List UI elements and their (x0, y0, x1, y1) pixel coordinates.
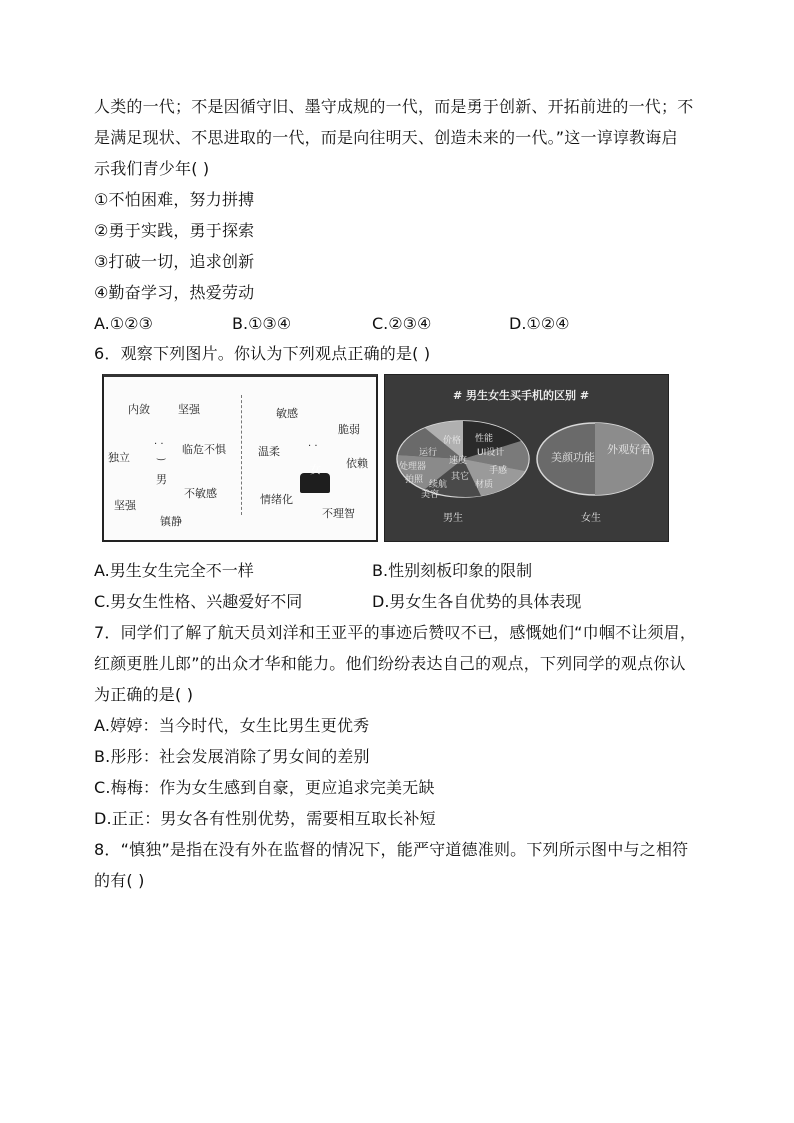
girl-face-icon: · · (308, 441, 318, 452)
boy-word: 坚强 (178, 403, 200, 416)
q6-stem: 6．观察下列图片。你认为下列观点正确的是( ) (94, 344, 431, 363)
boy-slice-label: 其它 (451, 472, 470, 482)
boy-slice-label: 美容 (421, 490, 440, 500)
q7-option-a[interactable]: A.婷婷：当今时代，女生比男生更优秀 (94, 716, 370, 735)
q5-stem-line-1: 人类的一代；不是因循守旧、墨守成规的一代，而是勇于创新、开拓前进的一代；不 (94, 97, 694, 116)
boy-slice-label: 材质 (475, 480, 494, 490)
boy-slice-label: 手感 (489, 466, 508, 476)
boy-word: 镇静 (160, 515, 182, 528)
q5-item-4: ④勤奋学习，热爱劳动 (94, 283, 255, 302)
q7-option-d[interactable]: D.正正：男女各有性别优势，需要相互取长补短 (94, 809, 436, 828)
figure-divider (241, 395, 242, 515)
q5-options (94, 313, 694, 335)
q5-stem-line-2: 是满足现状、不思进取的一代，而是向往明天、创造未来的一代。”这一谆谆教诲启 (94, 128, 678, 147)
girl-slice-label: 美颜功能 (551, 451, 595, 464)
q5-option-b[interactable]: B.①③④ (232, 314, 292, 333)
q6-options-row-2 (94, 591, 694, 613)
boy-slice-label: 价格 (443, 436, 462, 446)
boy-slice-label: 续航 (429, 480, 448, 490)
q5-stem-line-3: 示我们青少年( ) (94, 159, 210, 178)
q5-item-1: ①不怕困难，努力拼搏 (94, 190, 255, 209)
q7-option-b[interactable]: B.彤彤：社会发展消除了男女间的差别 (94, 747, 370, 766)
q5-item-3: ③打破一切，追求创新 (94, 252, 255, 271)
girl-word: 不理智 (322, 507, 355, 520)
boy-slice-label: 处理器 (399, 462, 427, 472)
boy-word: 独立 (108, 451, 130, 464)
boy-face-icon: · · ‿ (154, 439, 166, 461)
q7-stem-line-3: 为正确的是( ) (94, 685, 194, 704)
boy-chart-label: 男生 (443, 513, 463, 524)
q6-option-b[interactable]: B.性别刻板印象的限制 (372, 561, 533, 580)
girl-slice-label: 外观好看 (607, 443, 651, 456)
boy-label: 男 (156, 473, 167, 486)
phone-chart-title: # 男生女生买手机的区别 # (453, 389, 590, 402)
boy-slice-label: UI设计 (477, 448, 505, 458)
boy-word: 临危不惧 (182, 443, 226, 456)
gender-stereotype-figure (102, 374, 378, 542)
q8-stem-line-1: 8．“慎独”是指在没有外在监督的情况下，能严守道德准则。下列所示图中与之相符 (94, 840, 689, 859)
q5-option-a[interactable]: A.①②③ (94, 314, 153, 333)
boy-word: 坚强 (114, 499, 136, 512)
girl-word: 敏感 (276, 407, 298, 420)
q7-option-c[interactable]: C.梅梅：作为女生感到自豪，更应追求完美无缺 (94, 778, 435, 797)
q7-stem-line-1: 7．同学们了解了航天员刘洋和王亚平的事迹后赞叹不已，感慨她们“巾帼不让须眉， (94, 623, 697, 642)
boy-slice-label: 运行 (419, 448, 438, 458)
phone-buying-difference-figure (384, 374, 669, 542)
q5-option-c[interactable]: C.②③④ (372, 314, 432, 333)
boy-word: 不敏感 (184, 487, 217, 500)
boy-word: 内敛 (128, 403, 150, 416)
girl-chart-label: 女生 (581, 513, 601, 524)
q5-option-d[interactable]: D.①②④ (509, 314, 570, 333)
q5-item-2: ②勇于实践，勇于探索 (94, 221, 255, 240)
boy-slice-label: 拍照 (405, 475, 424, 485)
q6-options-row-1 (94, 560, 694, 582)
girl-word: 温柔 (258, 445, 280, 458)
q8-stem-line-2: 的有( ) (94, 871, 145, 890)
q6-option-d[interactable]: D.男女生各自优势的具体表现 (372, 592, 582, 611)
q6-option-c[interactable]: C.男女生性格、兴趣爱好不同 (94, 592, 303, 611)
girl-word: 情绪化 (260, 493, 293, 506)
girl-label: 女 (310, 463, 321, 476)
boy-slice-label: 性能 (475, 434, 494, 444)
q6-option-a[interactable]: A.男生女生完全不一样 (94, 561, 254, 580)
girl-word: 脆弱 (338, 423, 360, 436)
boy-slice-label: 速度 (449, 456, 468, 466)
q7-stem-line-2: 红颜更胜儿郎”的出众才华和能力。他们纷纷表达自己的观点，下列同学的观点你认 (94, 654, 686, 673)
girl-word: 依赖 (346, 457, 368, 470)
